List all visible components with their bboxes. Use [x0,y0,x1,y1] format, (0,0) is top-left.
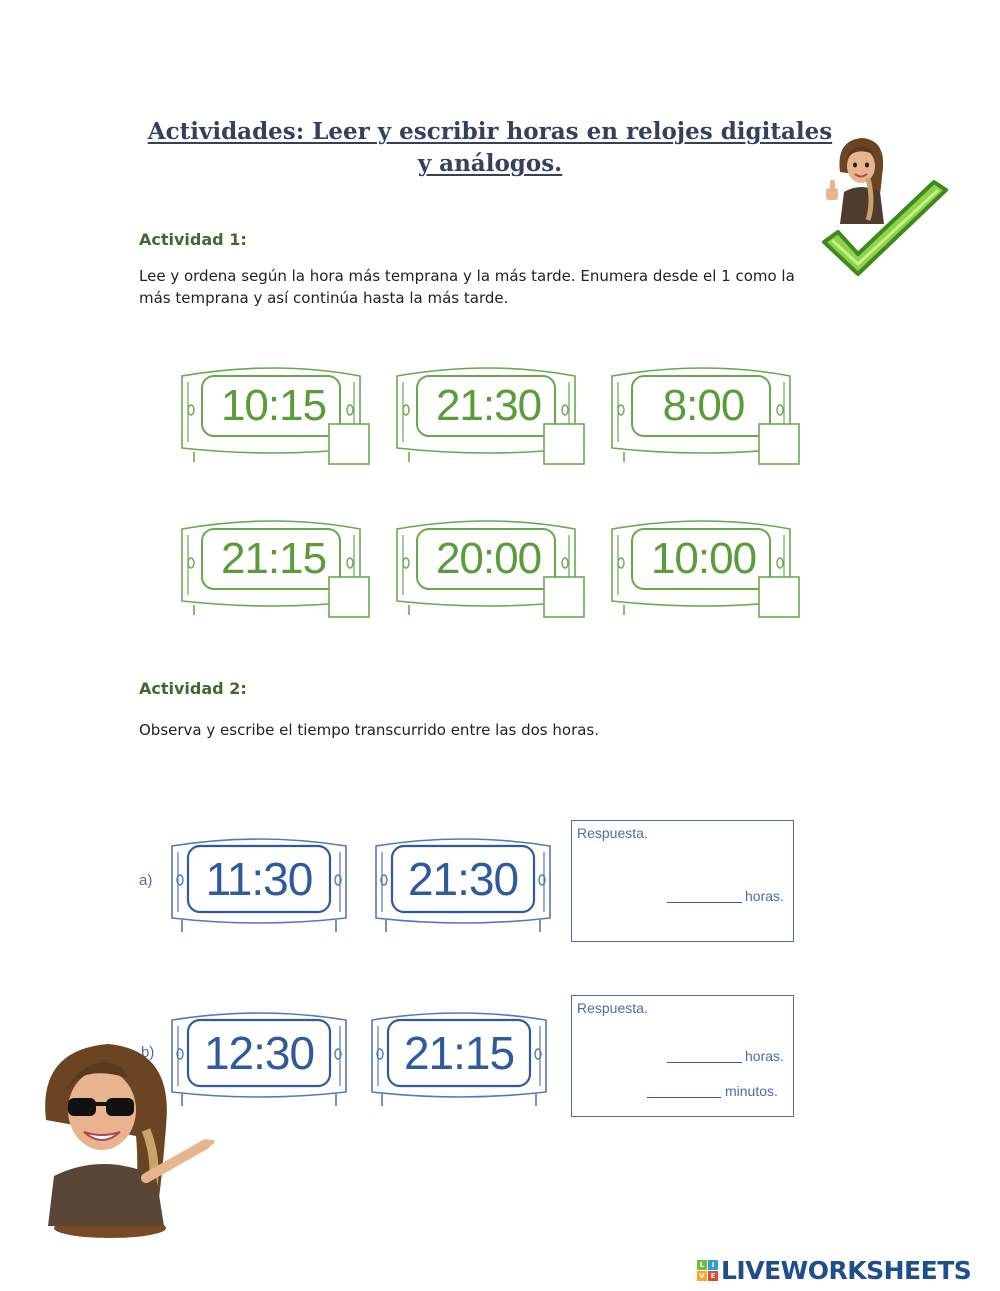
minutes-unit: minutos. [725,1083,778,1099]
green-clock-4 [178,515,373,620]
green-clock-2 [393,362,588,467]
title-line-2: y análogos. [417,150,563,177]
activity-1-heading: Actividad 1: [139,230,247,249]
green-clock-3 [608,362,803,467]
logo-mark-icon [697,1260,718,1281]
avatar-sunglasses-icon [28,1040,218,1240]
answer-label: Respuesta. [577,825,648,841]
minutes-answer-field[interactable] [647,1097,721,1098]
activity-2-heading: Actividad 2: [139,679,247,698]
clock-time: 12:30 [203,1027,315,1079]
clock-time: 10:00 [650,534,757,583]
activity-1-instructions: Lee y ordena según la hora más temprana y la más tarde. Enumera desde el 1 como la más temprana y así continúa hasta la más tarde. [139,267,795,307]
clock-time: 20:00 [435,534,542,583]
worksheet-title [130,116,850,180]
blue-clock-a-start [168,834,358,934]
row-b-label: b) [141,1044,155,1061]
green-clock-6 [608,515,803,620]
logo-text: LIVEWORKSHEETS [721,1255,972,1285]
green-clock-5 [393,515,588,620]
logo-mark-letter: L [697,1260,707,1270]
checkmark-icon [818,180,953,282]
logo-mark-letter: I [708,1260,718,1270]
clock-time: 21:30 [407,853,519,905]
answer-box-a [571,820,794,942]
clock-time: 21:30 [435,381,542,430]
clock-time: 11:30 [205,853,313,905]
clock-time: 8:00 [662,381,745,430]
answer-box-b [571,995,794,1117]
answer-label: Respuesta. [577,1000,648,1016]
title-line-1: Actividades: Leer y escribir horas en relojes digitales [147,118,833,145]
hours-answer-field[interactable] [667,902,742,903]
clock-time: 10:15 [220,381,327,430]
logo-mark-letter: E [708,1271,718,1281]
hours-unit: horas. [745,888,784,904]
logo-mark-letter: V [697,1271,707,1281]
hours-answer-field[interactable] [667,1062,742,1063]
liveworksheets-logo [697,1255,971,1285]
blue-clock-b-end [368,1008,558,1108]
blue-clock-a-end [372,834,562,934]
activity-2-instructions: Observa y escribe el tiempo transcurrido entre las dos horas. [139,721,600,739]
green-clock-1 [178,362,373,467]
clock-time: 21:15 [403,1027,515,1079]
hours-unit: horas. [745,1048,784,1064]
clock-time: 21:15 [220,534,327,583]
row-a-label: a) [139,872,153,889]
